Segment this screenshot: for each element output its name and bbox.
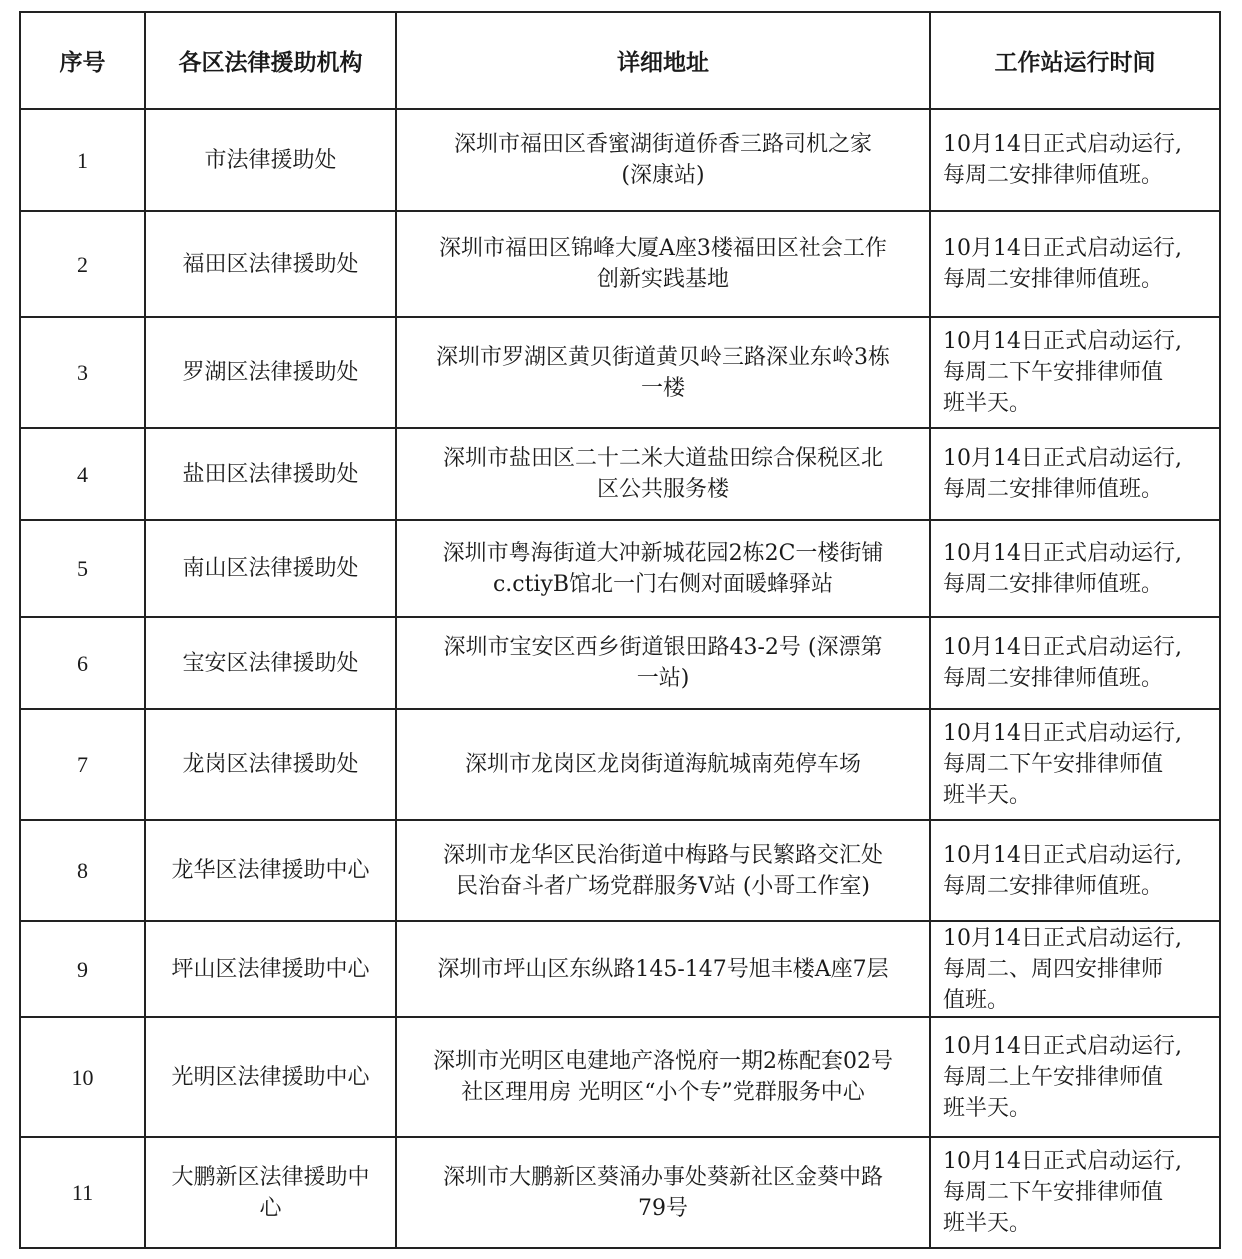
- header-time: 工作站运行时间: [930, 12, 1220, 109]
- row-time: 10月14日正式启动运行, 每周二下午安排律师值 班半天。: [930, 1137, 1220, 1248]
- header-index: 序号: [20, 12, 145, 109]
- row-index: 3: [20, 317, 145, 428]
- row-time: 10月14日正式启动运行, 每周二安排律师值班。: [930, 820, 1220, 921]
- row-time: 10月14日正式启动运行, 每周二、周四安排律师 值班。: [930, 921, 1220, 1017]
- table-header-row: [20, 12, 1220, 109]
- table-row: [20, 109, 1220, 211]
- row-index: 5: [20, 520, 145, 617]
- row-index: 8: [20, 820, 145, 921]
- row-org: 罗湖区法律援助处: [145, 317, 396, 428]
- row-address: 深圳市粤海街道大冲新城花园2栋2C一楼街铺 c.ctiyB馆北一门右侧对面暖蜂驿站: [396, 520, 930, 617]
- row-address: 深圳市罗湖区黄贝街道黄贝岭三路深业东岭3栋 一楼: [396, 317, 930, 428]
- row-org: 龙华区法律援助中心: [145, 820, 396, 921]
- row-org: 大鹏新区法律援助中 心: [145, 1137, 396, 1248]
- row-time: 10月14日正式启动运行, 每周二下午安排律师值 班半天。: [930, 709, 1220, 820]
- row-address: 深圳市龙华区民治街道中梅路与民繁路交汇处 民治奋斗者广场党群服务V站 (小哥工作室): [396, 820, 930, 921]
- row-time: 10月14日正式启动运行, 每周二安排律师值班。: [930, 211, 1220, 317]
- table-row: [20, 709, 1220, 820]
- row-org: 市法律援助处: [145, 109, 396, 211]
- row-address: 深圳市福田区锦峰大厦A座3楼福田区社会工作 创新实践基地: [396, 211, 930, 317]
- row-org: 盐田区法律援助处: [145, 428, 396, 520]
- row-index: 10: [20, 1017, 145, 1137]
- row-org: 宝安区法律援助处: [145, 617, 396, 709]
- row-org: 福田区法律援助处: [145, 211, 396, 317]
- row-index: 1: [20, 109, 145, 211]
- row-time: 10月14日正式启动运行, 每周二安排律师值班。: [930, 520, 1220, 617]
- row-index: 11: [20, 1137, 145, 1248]
- row-time: 10月14日正式启动运行, 每周二下午安排律师值 班半天。: [930, 317, 1220, 428]
- table-row: [20, 1137, 1220, 1248]
- row-index: 4: [20, 428, 145, 520]
- header-address: 详细地址: [396, 12, 930, 109]
- row-address: 深圳市坪山区东纵路145-147号旭丰楼A座7层: [396, 921, 930, 1017]
- row-address: 深圳市宝安区西乡街道银田路43-2号 (深漂第 一站): [396, 617, 930, 709]
- table-row: [20, 820, 1220, 921]
- table-row: [20, 211, 1220, 317]
- header-org: 各区法律援助机构: [145, 12, 396, 109]
- row-org: 龙岗区法律援助处: [145, 709, 396, 820]
- row-address: 深圳市福田区香蜜湖街道侨香三路司机之家 (深康站): [396, 109, 930, 211]
- row-org: 光明区法律援助中心: [145, 1017, 396, 1137]
- row-time: 10月14日正式启动运行, 每周二安排律师值班。: [930, 109, 1220, 211]
- table-row: [20, 520, 1220, 617]
- row-org: 坪山区法律援助中心: [145, 921, 396, 1017]
- row-address: 深圳市光明区电建地产洛悦府一期2栋配套02号 社区理用房 光明区“小个专”党群服务中心: [396, 1017, 930, 1137]
- row-time: 10月14日正式启动运行, 每周二安排律师值班。: [930, 428, 1220, 520]
- table-row: [20, 317, 1220, 428]
- row-address: 深圳市盐田区二十二米大道盐田综合保税区北 区公共服务楼: [396, 428, 930, 520]
- row-index: 9: [20, 921, 145, 1017]
- row-time: 10月14日正式启动运行, 每周二上午安排律师值 班半天。: [930, 1017, 1220, 1137]
- table-row: [20, 428, 1220, 520]
- row-index: 6: [20, 617, 145, 709]
- table-row: [20, 617, 1220, 709]
- row-index: 2: [20, 211, 145, 317]
- row-address: 深圳市大鹏新区葵涌办事处葵新社区金葵中路 79号: [396, 1137, 930, 1248]
- table-row: [20, 1017, 1220, 1137]
- row-address: 深圳市龙岗区龙岗街道海航城南苑停车场: [396, 709, 930, 820]
- table-row: [20, 921, 1220, 1017]
- row-time: 10月14日正式启动运行, 每周二安排律师值班。: [930, 617, 1220, 709]
- row-org: 南山区法律援助处: [145, 520, 396, 617]
- legal-aid-station-table: [19, 11, 1221, 1249]
- row-index: 7: [20, 709, 145, 820]
